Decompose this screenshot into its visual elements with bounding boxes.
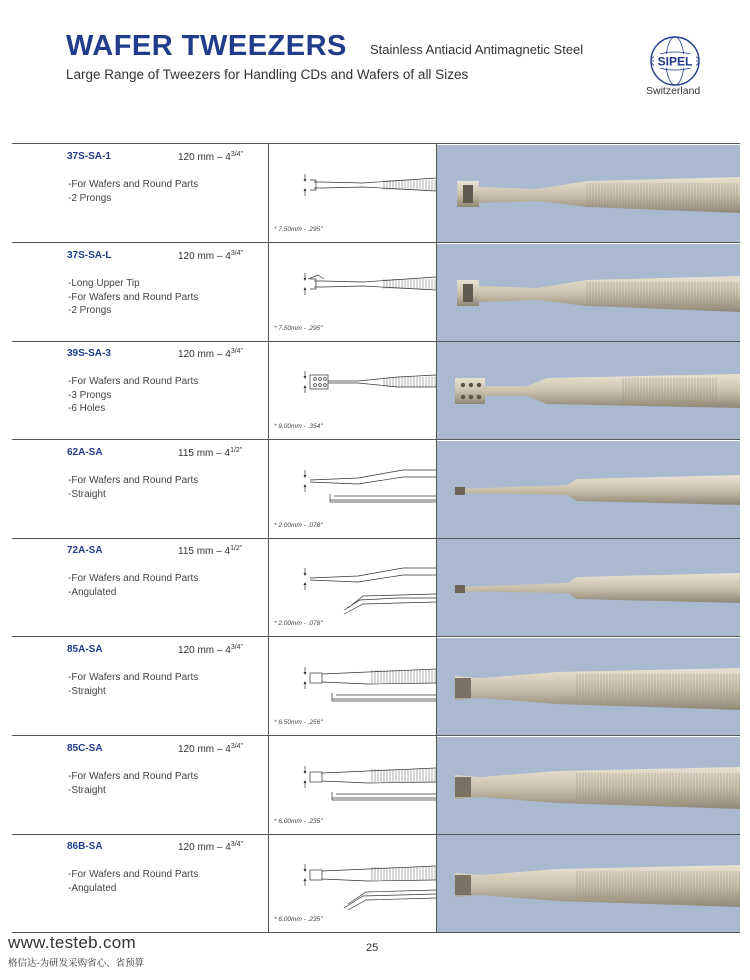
size-main: 120 mm – 4 — [178, 645, 231, 656]
tip-dimension: * 9.00mm - .354" — [274, 423, 323, 430]
svg-text:SIPEL: SIPEL — [657, 54, 693, 69]
description-line: -For Wafers and Round Parts — [68, 573, 199, 584]
description-line: -Long Upper Tip — [68, 278, 140, 289]
product-row — [12, 637, 740, 736]
product-photo — [437, 638, 740, 735]
tweezer-image — [437, 835, 740, 932]
product-description — [68, 474, 198, 501]
product-size — [178, 447, 242, 459]
description-line: -For Wafers and Round Parts — [68, 771, 199, 782]
product-description — [68, 770, 198, 797]
product-description — [68, 277, 198, 318]
product-description — [68, 572, 198, 599]
description-line: -6 Holes — [68, 403, 106, 414]
product-photo — [437, 737, 740, 834]
size-unit: " — [240, 151, 244, 158]
tweezer-image — [437, 244, 740, 341]
tweezer-image — [437, 145, 740, 242]
page-number: 25 — [366, 942, 379, 954]
size-fraction: 3/4 — [230, 644, 241, 651]
description-line: -Straight — [68, 685, 106, 697]
size-main: 120 mm – 4 — [178, 152, 231, 163]
product-row — [12, 834, 740, 933]
description-line: -Angulated — [68, 586, 117, 598]
product-description — [68, 671, 198, 698]
product-row — [12, 538, 740, 637]
description-line: -Straight — [68, 784, 106, 796]
size-unit: " — [239, 545, 243, 552]
size-main: 120 mm – 4 — [178, 349, 231, 360]
description-line: -2 Prongs — [68, 305, 112, 316]
product-code: 37S-SA-L — [67, 250, 112, 261]
product-row — [12, 243, 740, 342]
tweezer-image — [437, 441, 740, 538]
description-line: -For Wafers and Round Parts — [68, 475, 199, 486]
size-fraction: 3/4 — [230, 348, 241, 355]
product-code: 37S-SA-1 — [67, 151, 111, 162]
description-line: -2 Prongs — [68, 192, 112, 204]
size-main: 115 mm – 4 — [178, 546, 231, 557]
product-photo — [437, 342, 740, 439]
page-tagline: Stainless Antiacid Antimagnetic Steel — [370, 42, 584, 57]
description-line: -For Wafers and Round Parts — [68, 869, 199, 880]
size-fraction: 3/4 — [230, 743, 241, 750]
description-line: -Angulated — [68, 882, 117, 894]
size-fraction: 3/4 — [230, 151, 241, 158]
footer-website[interactable]: www.testeb.com — [8, 933, 136, 952]
footer-slogan: 格信达-为研发采购省心、省预算 — [8, 958, 145, 969]
product-description — [68, 868, 198, 895]
product-code: 86B-SA — [67, 841, 103, 852]
size-unit: " — [239, 447, 243, 454]
description-line: -3 Prongs — [68, 389, 112, 401]
product-description — [68, 178, 198, 205]
tip-dimension: * 6.50mm - .256" — [274, 719, 323, 726]
tweezer-image — [437, 342, 740, 439]
product-code: 62A-SA — [67, 447, 103, 458]
product-photo — [437, 244, 740, 341]
page-subtitle: Large Range of Tweezers for Handling CDs and Wafers of all Sizes — [66, 67, 469, 82]
product-photo — [437, 145, 740, 242]
size-main: 120 mm – 4 — [178, 842, 231, 853]
size-unit: " — [240, 743, 244, 750]
size-fraction: 3/4 — [230, 250, 241, 257]
tip-dimension: * 7.50mm - .295" — [274, 226, 323, 233]
product-code: 85C-SA — [67, 743, 103, 754]
size-unit: " — [240, 644, 244, 651]
product-row — [12, 440, 740, 539]
size-fraction: 1/2 — [230, 545, 240, 552]
product-code: 85A-SA — [67, 644, 103, 655]
size-fraction: 1/2 — [230, 447, 240, 454]
product-row — [12, 341, 740, 440]
product-size — [178, 250, 243, 262]
description-line: -For Wafers and Round Parts — [68, 291, 199, 303]
product-description — [68, 375, 198, 416]
size-unit: " — [240, 841, 244, 848]
tweezer-image — [437, 737, 740, 834]
tip-dimension: * 2.00mm - .078" — [274, 620, 323, 627]
product-row — [12, 144, 740, 243]
tip-dimension: * 7.50mm - .295" — [274, 325, 323, 332]
size-fraction: 3/4 — [230, 841, 241, 848]
page-title: WAFER TWEEZERS — [66, 30, 347, 62]
tip-dimension: * 2.00mm - .078" — [274, 522, 323, 529]
tweezer-image — [437, 638, 740, 735]
description-line: -For Wafers and Round Parts — [68, 672, 199, 683]
product-photo — [437, 835, 740, 932]
product-row — [12, 736, 740, 835]
product-size — [178, 348, 243, 360]
size-main: 120 mm – 4 — [178, 251, 231, 262]
description-line: -For Wafers and Round Parts — [68, 376, 199, 387]
product-photo — [437, 441, 740, 538]
size-main: 115 mm – 4 — [178, 448, 231, 459]
tip-dimension: * 6.00mm - .235" — [274, 818, 323, 825]
product-size — [178, 545, 242, 557]
product-size — [178, 644, 243, 656]
product-code: 72A-SA — [67, 545, 103, 556]
tweezer-image — [437, 539, 740, 636]
size-main: 120 mm – 4 — [178, 744, 231, 755]
product-code: 39S-SA-3 — [67, 348, 111, 359]
logo-country: Switzerland — [646, 85, 701, 97]
product-size — [178, 743, 243, 755]
product-size — [178, 841, 243, 853]
description-line: -Straight — [68, 488, 106, 500]
tip-dimension: * 6.00mm - .235" — [274, 916, 323, 923]
product-size — [178, 151, 243, 163]
size-unit: " — [240, 250, 244, 257]
size-unit: " — [240, 348, 244, 355]
description-line: -For Wafers and Round Parts — [68, 179, 199, 190]
product-photo — [437, 539, 740, 636]
